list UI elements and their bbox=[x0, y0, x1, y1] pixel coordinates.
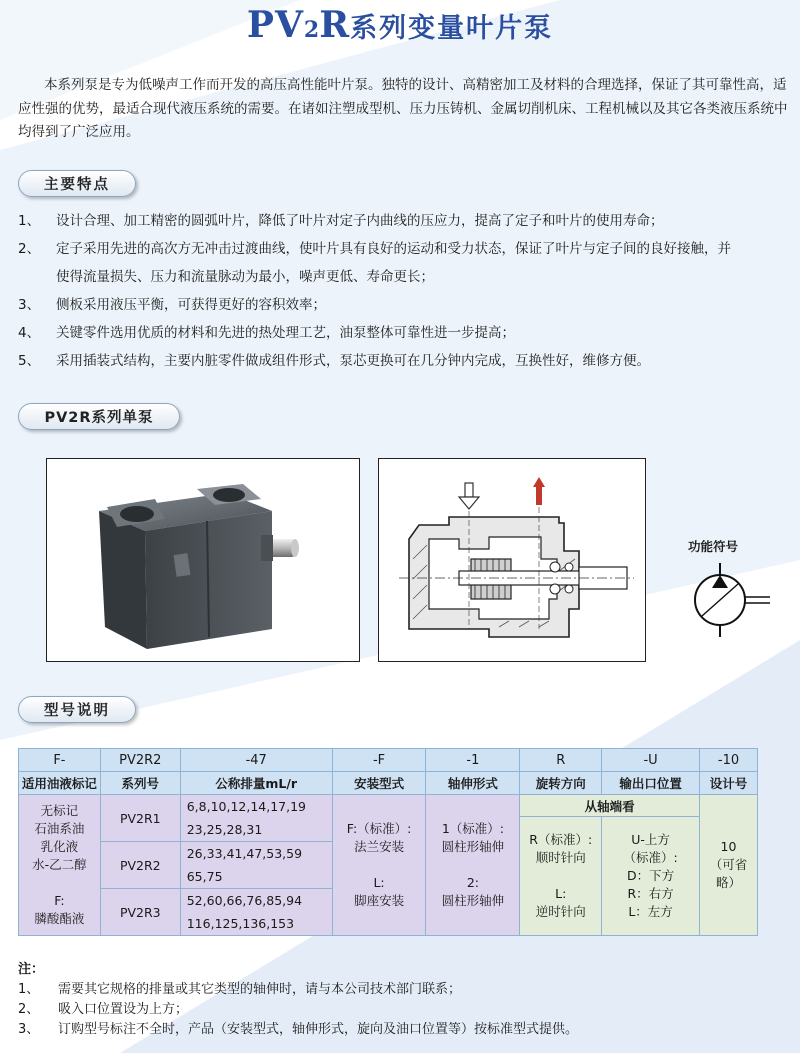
rotation-cell: R（标准）: 顺时针向 L: 逆时针向 bbox=[520, 817, 602, 936]
table-header-row bbox=[19, 772, 758, 795]
header-displacement: 公称排量mL/r bbox=[180, 772, 332, 795]
port-cell: U-上方 （标准）: D：下方 R：右方 L：左方 bbox=[602, 817, 700, 936]
code-port: -U bbox=[602, 749, 700, 772]
shaft-cell: 1（标准）: 圆柱形轴伸 2: 圆柱形轴伸 bbox=[426, 795, 520, 936]
series-cell: PV2R1 bbox=[100, 795, 180, 842]
model-code-table bbox=[18, 748, 758, 936]
feature-item-5: 5、 采用插装式结构，主要内脏零件做成组件形式，泵芯更换可在几分钟内完成，互换性好，维修方便。 bbox=[18, 353, 650, 369]
feature-item-3: 3、 侧板采用液压平衡，可获得更好的容积效率； bbox=[18, 297, 326, 313]
feature-item-1: 1、 设计合理、加工精密的圆弧叶片，降低了叶片对定子内曲线的压应力，提高了定子和叶片的使用寿命； bbox=[18, 213, 664, 229]
from-shaft-end-cell: 从轴端看 bbox=[520, 795, 700, 817]
feature-item-2-continued: 使得流量损失、压力和流量脉动为最小，噪声更低、寿命更长； bbox=[56, 269, 434, 285]
header-design: 设计号 bbox=[700, 772, 758, 795]
notes bbox=[18, 960, 788, 1040]
function-symbol-label: 功能符号 bbox=[688, 539, 739, 554]
code-series: PV2R2 bbox=[100, 749, 180, 772]
pump-symbol-icon bbox=[690, 560, 780, 640]
code-displacement: -47 bbox=[180, 749, 332, 772]
oil-cell: 无标记 石油系油 乳化液 水-乙二醇 F: 膦酸酯液 bbox=[19, 795, 101, 936]
inlet-arrow-icon bbox=[459, 483, 479, 509]
header-rotation: 旋转方向 bbox=[520, 772, 602, 795]
feature-item-4: 4、 关键零件选用优质的材料和先进的热处理工艺，油泵整体可靠性进一步提高； bbox=[18, 325, 515, 341]
displacement-cell: 52,60,66,76,85,94 116,125,136,153 bbox=[180, 889, 332, 936]
header-oil: 适用油液标记 bbox=[19, 772, 101, 795]
pump-illustration bbox=[47, 459, 358, 660]
code-mount: -F bbox=[332, 749, 426, 772]
code-design: -10 bbox=[700, 749, 758, 772]
cross-section-illustration bbox=[379, 459, 644, 660]
code-shaft: -1 bbox=[426, 749, 520, 772]
series-cell: PV2R3 bbox=[100, 889, 180, 936]
displacement-cell: 26,33,41,47,53,59 65,75 bbox=[180, 842, 332, 889]
table-row bbox=[19, 795, 758, 817]
series-cell: PV2R2 bbox=[100, 842, 180, 889]
code-oil: F- bbox=[19, 749, 101, 772]
cross-section-drawing bbox=[378, 458, 646, 662]
section-model-heading: 型号说明 bbox=[18, 696, 136, 723]
note-item-1: 1、 需要其它规格的排量或其它类型的轴伸时，请与本公司技术部门联系； bbox=[18, 982, 462, 997]
note-item-2: 2、 吸入口位置设为上方； bbox=[18, 1002, 189, 1017]
header-port: 输出口位置 bbox=[602, 772, 700, 795]
section-single-pump-heading: PV2R系列单泵 bbox=[18, 403, 180, 430]
mount-cell: F:（标准）: 法兰安装 L: 脚座安装 bbox=[332, 795, 426, 936]
feature-item-2: 2、 定子采用先进的高次方无冲击过渡曲线，使叶片具有良好的运动和受力状态，保证了叶片与定子间的良好接触，并 bbox=[18, 241, 731, 257]
note-item-3: 3、 订购型号标注不全时，产品（安装型式，轴伸形式，旋向及油口位置等）按标准型式提供。 bbox=[18, 1022, 579, 1037]
header-shaft: 轴伸形式 bbox=[426, 772, 520, 795]
outlet-arrow-icon bbox=[533, 477, 545, 505]
code-rotation: R bbox=[520, 749, 602, 772]
design-cell: 10 （可省略） bbox=[700, 795, 758, 936]
notes-heading: 注： bbox=[18, 962, 45, 977]
intro-paragraph: 本系列泵是专为低噪声工作而开发的高压高性能叶片泵。独特的设计、高精密加工及材料的合理选择，保证了其可靠性高，适应性强的优势，最适合现代液压系统的需要。在诸如注塑成型机、压力压铸机、金属切削机床、工程机械以及其它各类液压系统中均得到了广泛应用。 bbox=[18, 77, 788, 140]
displacement-cell: 6,8,10,12,14,17,19 23,25,28,31 bbox=[180, 795, 332, 842]
header-series: 系列号 bbox=[100, 772, 180, 795]
table-code-row bbox=[19, 749, 758, 772]
pump-photo bbox=[46, 458, 360, 662]
header-mount: 安装型式 bbox=[332, 772, 426, 795]
section-features-heading: 主要特点 bbox=[18, 170, 136, 197]
page-title: PV2R系列变量叶片泵 bbox=[246, 4, 554, 46]
